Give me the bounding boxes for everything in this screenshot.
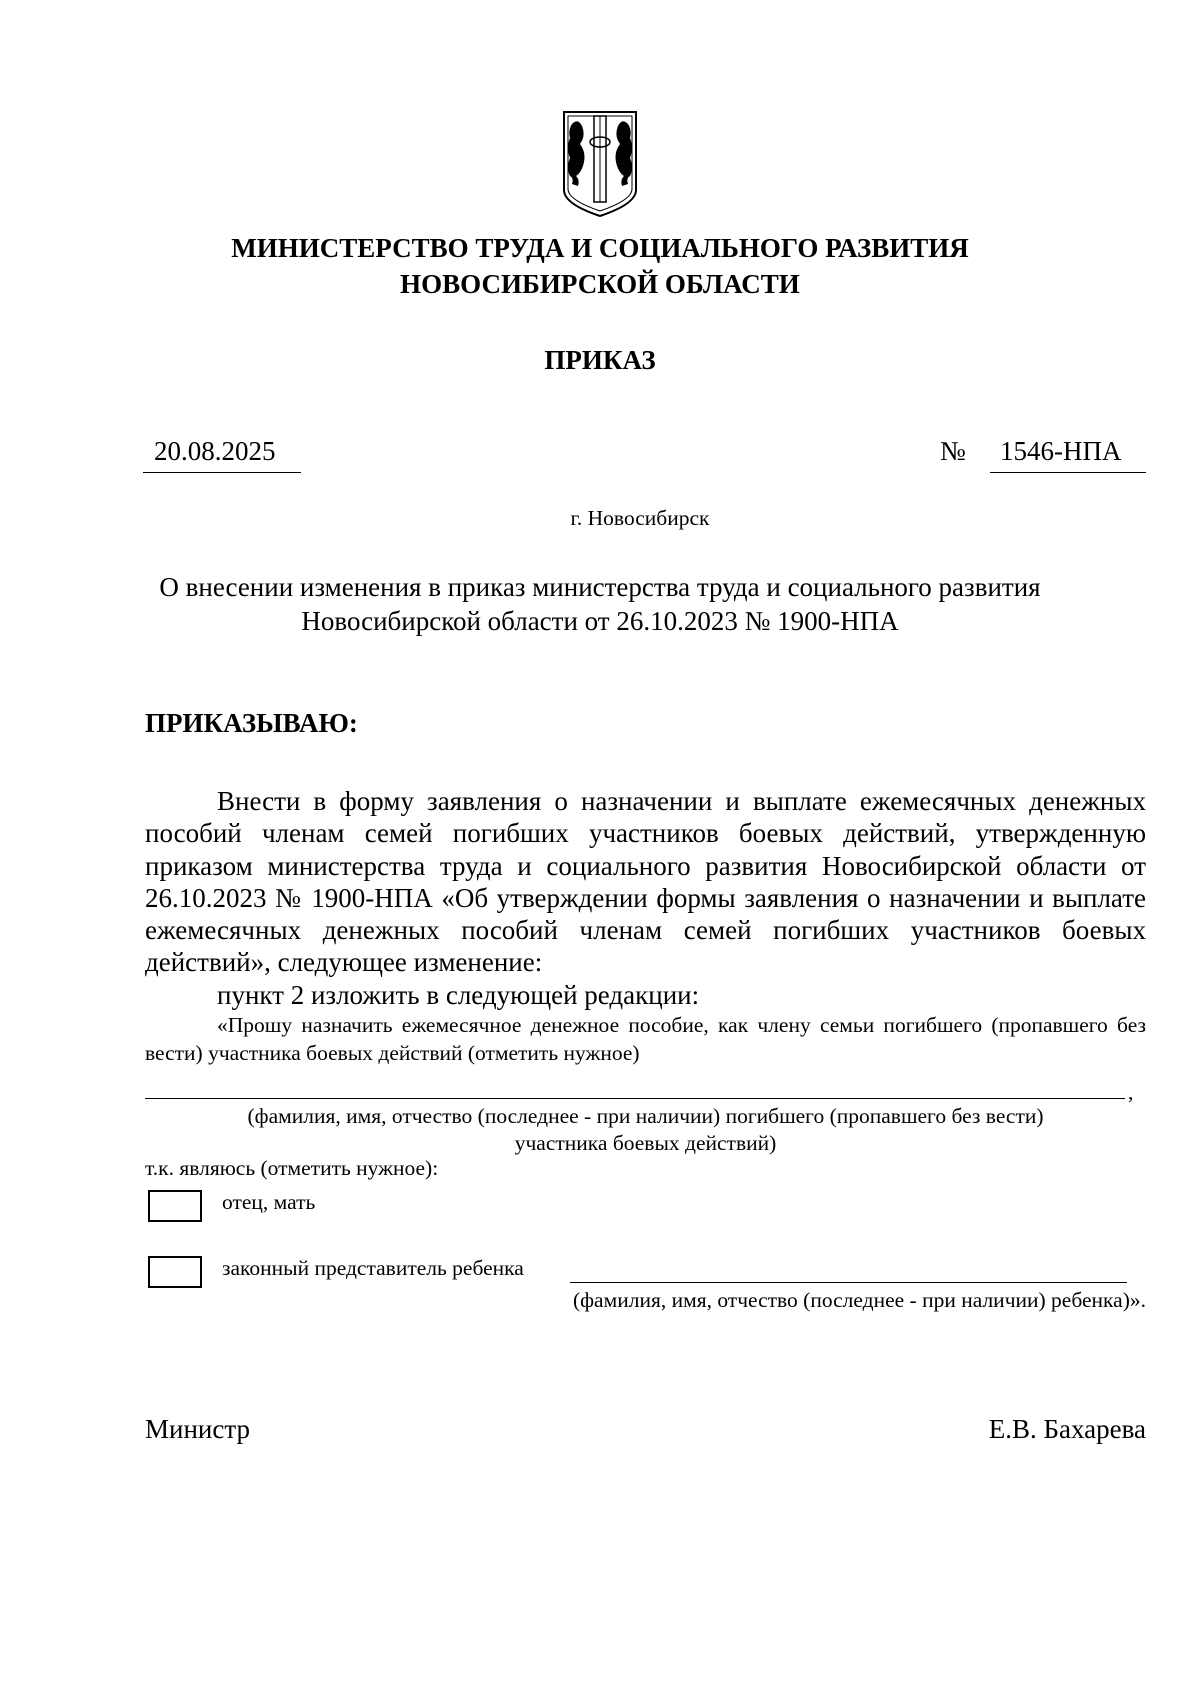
number-sign: № xyxy=(940,436,966,466)
signatory-position: Министр xyxy=(145,1414,250,1444)
option-representative-label: законный представитель ребенка xyxy=(222,1256,524,1280)
deceased-name-line xyxy=(145,1098,1125,1099)
deceased-caption-line1: (фамилия, имя, отчество (последнее - при наличии) погибшего (пропавшего без вести) xyxy=(247,1104,1044,1128)
deceased-caption-line2: участника боевых действий) xyxy=(514,1131,777,1155)
checkbox-parent[interactable] xyxy=(148,1190,202,1222)
deceased-name-caption xyxy=(145,1103,1146,1157)
child-name-caption: (фамилия, имя, отчество (последнее - при наличии) ребенка)». xyxy=(572,1288,1146,1312)
body-text xyxy=(145,785,1146,1011)
since-label: т.к. являюсь (отметить нужное): xyxy=(145,1156,439,1180)
organization-name xyxy=(0,230,1200,302)
form-request-text: «Прошу назначить ежемесячное денежное пособие, как члену семьи погибшего (пропавшего без вести) участника боевых действий (отметить нужное) xyxy=(145,1013,1146,1065)
checkbox-legal-representative[interactable] xyxy=(148,1256,202,1288)
form-request xyxy=(145,1011,1146,1067)
document-number: 1546-НПА xyxy=(1000,436,1122,466)
subject-line2: Новосибирской области от 26.10.2023 № 1900-НПА xyxy=(301,606,899,636)
city: г. Новосибирск xyxy=(570,506,710,530)
document-type: ПРИКАЗ xyxy=(544,345,656,375)
child-name-line xyxy=(570,1282,1127,1283)
signatory-name: Е.В. Бахарева xyxy=(988,1414,1146,1444)
organization-name-line1: МИНИСТЕРСТВО ТРУДА И СОЦИАЛЬНОГО РАЗВИТИЯ xyxy=(231,233,969,263)
document-subject xyxy=(0,570,1200,638)
date-underline xyxy=(143,472,301,473)
option-parent-label: отец, мать xyxy=(222,1190,316,1214)
organization-name-line2: НОВОСИБИРСКОЙ ОБЛАСТИ xyxy=(400,269,800,299)
coat-of-arms-icon xyxy=(558,108,642,220)
number-underline xyxy=(990,472,1146,473)
body-paragraph-2: пункт 2 изложить в следующей редакции: xyxy=(217,979,700,1010)
document-date: 20.08.2025 xyxy=(154,436,276,466)
form-comma: , xyxy=(1128,1080,1134,1104)
body-paragraph-1: Внести в форму заявления о назначении и выплате ежемесячных денежных пособий членам семей погибших участников боевых действий, утвержденную приказом министерства труда и социального развития Новосибирской области от 26.10.2023 № 1900-НПА «Об утверждении формы заявления о назначении и выплате ежемесячных денежных пособий членам семей погибших участников боевых действий», следующее изменение: xyxy=(145,786,1146,978)
subject-line1: О внесении изменения в приказ министерства труда и социального развития xyxy=(159,572,1041,602)
order-word: ПРИКАЗЫВАЮ: xyxy=(145,708,358,738)
